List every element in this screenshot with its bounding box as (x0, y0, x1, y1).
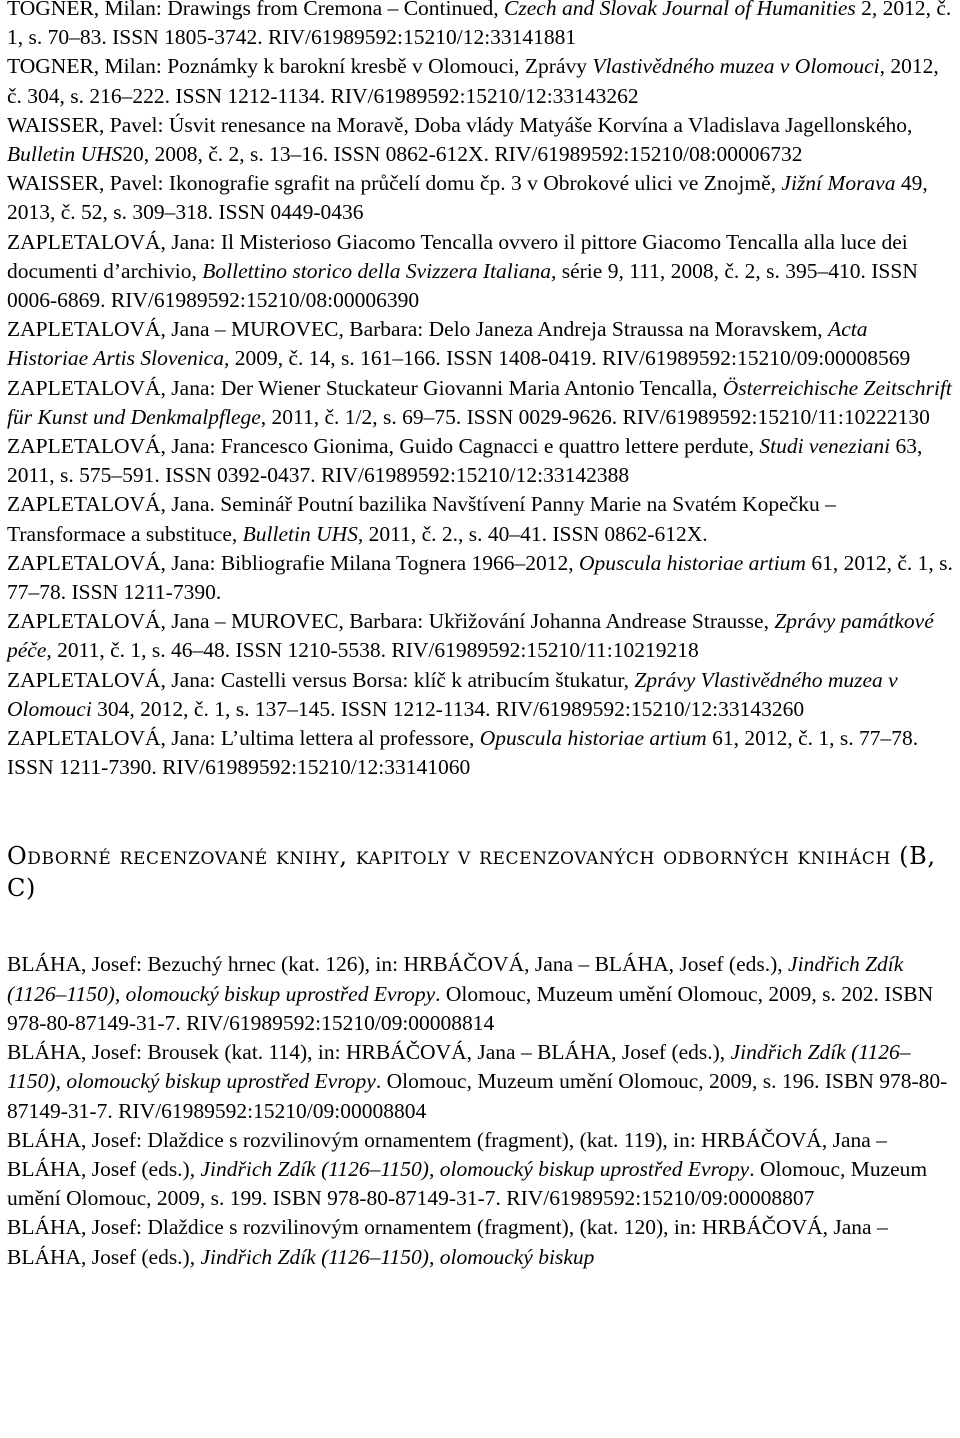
entry-title-italic: Czech and Slovak Journal of Humanities (504, 0, 856, 20)
bibliography-entry (7, 607, 953, 665)
entry-title-italic: Bulletin UHS (7, 142, 123, 167)
bibliography-entry (7, 1038, 953, 1126)
entry-title-italic: Bulletin UHS, (242, 521, 364, 546)
entry-title-italic: Bollettino storico della Svizzera Italiana, (202, 258, 557, 283)
entry-title-italic: Zprávy Vlastivědného muzea v Olomouci (7, 667, 898, 721)
entry-title-italic: Jindřich Zdík (1126–1150), olomoucký biskup uprostřed Evropy (200, 1156, 750, 1181)
bibliography-list-articles (7, 0, 953, 782)
entry-text: ZAPLETALOVÁ, Jana: L’ultima lettera al professore, (7, 726, 480, 751)
entry-text: BLÁHA, Josef: Bezuchý hrnec (kat. 126), in: HRBÁČOVÁ, Jana – BLÁHA, Josef (eds.), (7, 952, 789, 977)
entry-text: 2011, č. 2., s. 40–41. ISSN 0862-612X. (363, 521, 708, 546)
entry-text: 61, 2012, č. 1, s. 77–78. ISSN 1211-7390. RIV/61989592:15210/12:33141060 (7, 726, 919, 780)
entry-title-italic: Vlastivědného muzea v Olomouci (592, 54, 880, 79)
entry-text: série 9, 111, 2008, č. 2, s. 395–410. ISSN 0006-6869. RIV/61989592:15210/08:00006390 (7, 258, 918, 313)
entry-text: 61, 2012, č. 1, s. 77–78. ISSN 1211-7390. (7, 550, 953, 605)
entry-text: 2009, č. 14, s. 161–166. ISSN 1408-0419. RIV/61989592:15210/09:00008569 (229, 346, 911, 371)
entry-text: 20, 2008, č. 2, s. 13–16. ISSN 0862-612X. RIV/61989592:15210/08:00006732 (122, 142, 803, 167)
bibliography-entry (7, 950, 953, 1038)
entry-text: . Olomouc, Muzeum umění Olomouc, 2009, s. 202. ISBN 978-80-87149-31-7. RIV/61989592:15210/09:00008814 (7, 981, 934, 1035)
entry-text: , 2011, č. 1/2, s. 69–75. ISSN 0029-9626. RIV/61989592:15210/11:10222130 (260, 404, 930, 429)
document-page (7, 0, 953, 1272)
entry-text: 304, 2012, č. 1, s. 137–145. ISSN 1212-1134. RIV/61989592:15210/12:33143260 (91, 696, 805, 721)
entry-text: ZAPLETALOVÁ, Jana – MUROVEC, Barbara: Ukřižování Johanna Andrease Strausse, (7, 609, 775, 634)
entry-text: BLÁHA, Josef: Dlaždice s rozvilinovým ornamentem (fragment), (kat. 119), in: HRBÁČOVÁ, Jana – BLÁHA, Josef (eds.), (7, 1127, 887, 1181)
entry-text: 2, 2012, č. 1, s. 70–83. ISSN 1805-3742. RIV/61989592:15210/12:33141881 (7, 0, 952, 50)
entry-title-italic: Jižní Morava (781, 171, 896, 196)
entry-text: . Olomouc, Muzeum umění Olomouc, 2009, s. 199. ISBN 978-80-87149-31-7. RIV/61989592:15210/09:00008807 (7, 1156, 928, 1211)
bibliography-entry (7, 432, 953, 490)
bibliography-entry (7, 1213, 953, 1271)
bibliography-entry (7, 0, 953, 52)
entry-title-italic: Opuscula historiae artium (579, 550, 806, 575)
bibliography-entry (7, 1126, 953, 1214)
bibliography-entry (7, 111, 953, 169)
entry-text: WAISSER, Pavel: Ikonografie sgrafit na průčelí domu čp. 3 v Obrokové ulici ve Znojmě, (7, 171, 782, 196)
entry-text: TOGNER, Milan: Poznámky k barokní kresbě v Olomouci, Zprávy (7, 54, 593, 79)
entry-title-italic: Acta Historiae Artis Slovenica, (7, 317, 868, 371)
bibliography-entry (7, 228, 953, 316)
bibliography-list-books (7, 950, 953, 1271)
entry-title-italic: Jindřich Zdík (1126–1150), olomoucký biskup uprostřed Evropy (7, 952, 904, 1006)
entry-title-italic: Zprávy památkové péče, (7, 609, 934, 663)
bibliography-entry (7, 52, 953, 110)
entry-text: . Olomouc, Muzeum umění Olomouc, 2009, s. 196. ISBN 978-80-87149-31-7. RIV/61989592:15210/09:00008804 (7, 1069, 948, 1123)
entry-title-italic: Opuscula historiae artium (479, 726, 707, 751)
entry-title-italic: Österreichische Zeitschrift für Kunst und Denkmalpflege (7, 375, 952, 429)
section-heading: Odborné recenzované knihy, kapitoly v recenzovaných odborných knihách (B, C) (7, 842, 936, 903)
entry-text: BLÁHA, Josef: Dlaždice s rozvilinovým ornamentem (fragment), (kat. 120), in: HRBÁČOVÁ, Jana – BLÁHA, Josef (eds.), (7, 1215, 888, 1269)
entry-text: BLÁHA, Josef: Brousek (kat. 114), in: HRBÁČOVÁ, Jana – BLÁHA, Josef (eds.), (7, 1040, 731, 1065)
bibliography-entry (7, 315, 953, 373)
entry-title-italic: Jindřich Zdík (1126–1150), olomoucký biskup (200, 1244, 595, 1269)
bibliography-entry (7, 490, 953, 548)
bibliography-entry (7, 549, 953, 607)
entry-text: , 2012, č. 304, s. 216–222. ISSN 1212-1134. RIV/61989592:15210/12:33143262 (7, 54, 939, 108)
bibliography-entry (7, 169, 953, 227)
entry-text: ZAPLETALOVÁ, Jana. Seminář Poutní bazilika Navštívení Panny Marie na Svatém Kopečku – Transformace a substituce, (7, 492, 836, 546)
entry-text: 63, 2011, s. 575–591. ISSN 0392-0437. RIV/61989592:15210/12:33142388 (7, 434, 923, 488)
entry-text: ZAPLETALOVÁ, Jana: Castelli versus Borsa: klíč k atribucím štukatur, (7, 667, 635, 692)
entry-title-italic: Jindřich Zdík (1126–1150), olomoucký biskup uprostřed Evropy (7, 1040, 911, 1094)
entry-text: ZAPLETALOVÁ, Jana – MUROVEC, Barbara: Delo Janeza Andreja Straussa na Moravskem, (7, 317, 829, 342)
entry-text: ZAPLETALOVÁ, Jana: Bibliografie Milana Tognera 1966–2012, (7, 550, 579, 575)
bibliography-entry (7, 724, 953, 782)
entry-text: WAISSER, Pavel: Úsvit renesance na Moravě, Doba vlády Matyáše Korvína a Vladislava Jagellonského, (7, 112, 913, 137)
entry-text: 2011, č. 1, s. 46–48. ISSN 1210-5538. RIV/61989592:15210/11:10219218 (51, 638, 699, 663)
entry-text: 49, 2013, č. 52, s. 309–318. ISSN 0449-0436 (7, 171, 928, 225)
entry-text: ZAPLETALOVÁ, Jana: Der Wiener Stuckateur Giovanni Maria Antonio Tencalla, (7, 375, 723, 400)
entry-text: ZAPLETALOVÁ, Jana: Francesco Gionima, Guido Cagnacci e quattro lettere perdute, (7, 434, 760, 459)
entry-text: ZAPLETALOVÁ, Jana: Il Misterioso Giacomo Tencalla ovvero il pittore Giacomo Tencalla alla luce dei documenti d’archivio, (7, 229, 908, 283)
bibliography-entry (7, 666, 953, 724)
bibliography-entry (7, 374, 953, 432)
entry-text: TOGNER, Milan: Drawings from Cremona – Continued, (7, 0, 505, 20)
entry-title-italic: Studi veneziani (759, 434, 891, 459)
